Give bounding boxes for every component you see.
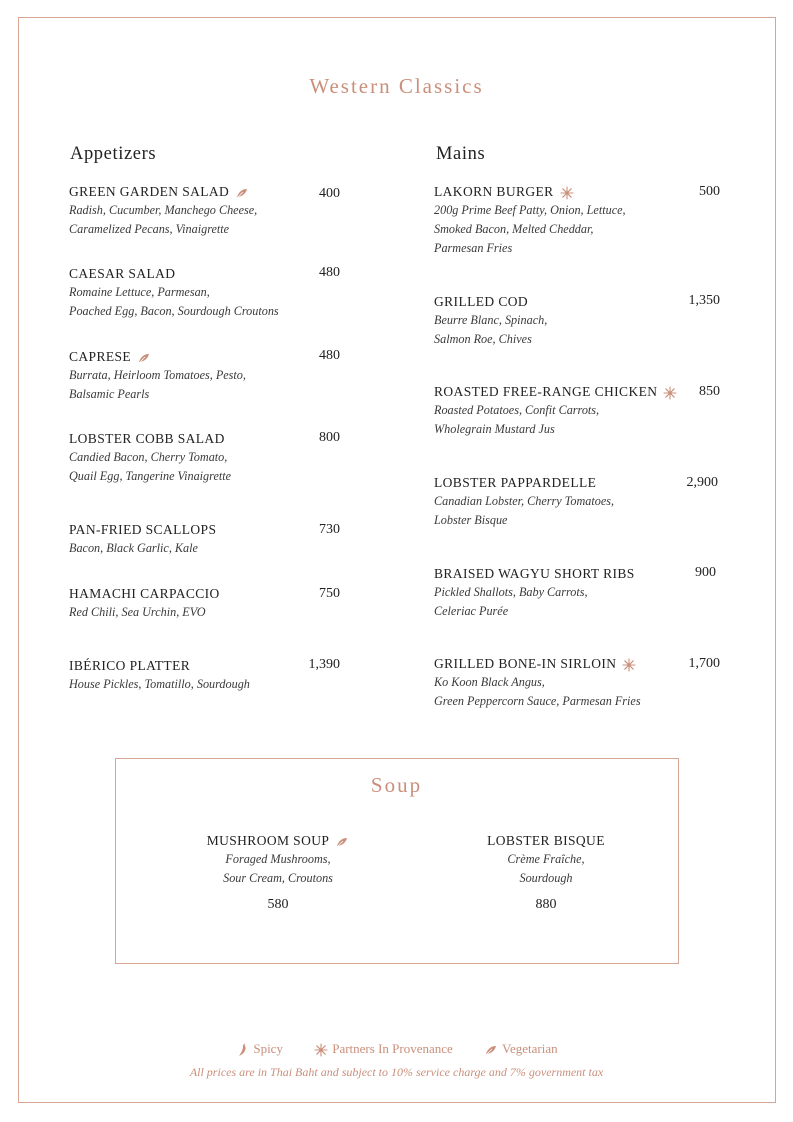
item-price: 400 [319,186,340,201]
item-desc-line-1: Ko Koon Black Angus, [434,675,545,689]
item-desc-line-1: Crème Fraîche, [507,852,585,866]
menu-item-lobster-cobb-salad [69,429,231,486]
item-desc-line-1: Romaine Lettuce, Parmesan, [69,285,210,299]
legend [0,1041,793,1057]
menu-item-roasted-free-range-chicken [434,382,677,439]
legend-spicy-label: Spicy [253,1041,283,1056]
item-desc-line-2: Celeriac Purée [434,604,509,618]
item-price: 2,900 [686,475,718,490]
vegetarian-icon [335,835,349,849]
item-price: 500 [699,184,720,199]
item-price: 750 [319,586,340,601]
item-name: HAMACHI CARPACCIO [69,586,220,601]
item-desc-line-2: Quail Egg, Tangerine Vinaigrette [69,469,232,483]
provenance-icon [314,1043,328,1057]
item-name: BRAISED WAGYU SHORT RIBS [434,566,635,581]
soup-heading: Soup [370,773,423,797]
item-name: LOBSTER COBB SALAD [69,431,225,446]
menu-title: Western Classics [309,74,484,98]
item-desc-line-1: Red Chili, Sea Urchin, EVO [69,605,206,619]
item-name: GRILLED COD [434,294,529,309]
soup-item-mushroom-soup [158,831,398,913]
item-desc-line-1: Radish, Cucumber, Manchego Cheese, [69,203,258,217]
menu-item-braised-wagyu-short-ribs [434,564,635,621]
item-name: GREEN GARDEN SALAD [69,184,230,199]
item-name: CAPRESE [69,349,132,364]
item-price: 1,390 [308,657,340,672]
item-name: GRILLED BONE-IN SIRLOIN [434,656,617,671]
item-desc-line-2: Caramelized Pecans, Vinaigrette [69,222,230,236]
item-price: 800 [319,430,340,445]
legend-provenance-label: Partners In Provenance [332,1041,453,1056]
menu-item-lakorn-burger [434,182,626,258]
item-price: 480 [319,348,340,363]
item-desc-line-3: Parmesan Fries [434,241,513,255]
menu-item-grilled-cod [434,292,547,349]
item-name: LOBSTER PAPPARDELLE [434,475,597,490]
item-name: IBÉRICO PLATTER [69,658,191,673]
item-desc-line-1: Pickled Shallots, Baby Carrots, [434,585,588,599]
legend-vegetarian [484,1041,558,1057]
item-desc-line-1: Burrata, Heirloom Tomatoes, Pesto, [69,368,246,382]
menu-item-hamachi-carpaccio [69,584,220,622]
vegetarian-icon [137,351,151,365]
item-desc-line-1: Bacon, Black Garlic, Kale [69,541,198,555]
item-desc-line-1: Canadian Lobster, Cherry Tomatoes, [434,494,615,508]
menu-item-caesar-salad [69,264,279,321]
item-name: LOBSTER BISQUE [487,833,605,848]
item-name: LAKORN BURGER [434,184,554,199]
item-price: 1,350 [688,293,720,308]
item-price: 730 [319,522,340,537]
item-desc-line-2: Poached Egg, Bacon, Sourdough Croutons [69,304,279,318]
item-price: 900 [695,565,716,580]
vegetarian-icon [235,186,249,200]
menu-item-pan-fried-scallops [69,520,216,558]
item-price: 1,700 [688,656,720,671]
chili-icon [235,1043,249,1057]
item-desc-line-1: Roasted Potatoes, Confit Carrots, [434,403,600,417]
appetizers-heading: Appetizers [70,144,157,164]
soup-item-lobster-bisque [426,831,666,913]
item-name: MUSHROOM SOUP [206,833,330,848]
item-desc-line-1: Beurre Blanc, Spinach, [434,313,548,327]
item-desc-line-2: Sourdough [519,871,573,885]
item-price: 580 [267,897,289,912]
item-desc-line-1: Candied Bacon, Cherry Tomato, [69,450,228,464]
item-desc-line-1: 200g Prime Beef Patty, Onion, Lettuce, [434,203,626,217]
provenance-icon [622,658,636,672]
menu-item-lobster-pappardelle [434,473,614,530]
menu-item-caprese [69,347,246,404]
menu-item-iberico-platter [69,656,250,694]
item-desc-line-2: Balsamic Pearls [69,387,150,401]
legend-spicy [235,1041,283,1057]
item-desc-line-2: Green Peppercorn Sauce, Parmesan Fries [434,694,641,708]
menu-item-grilled-bone-in-sirloin [434,654,641,711]
menu-item-green-garden-salad [69,182,257,239]
footer-note: All prices are in Thai Baht and subject to 10% service charge and 7% government tax [189,1065,604,1079]
provenance-icon [560,186,574,200]
item-desc-line-2: Sour Cream, Croutons [223,871,333,885]
item-price: 850 [699,384,720,399]
item-price: 880 [535,897,557,912]
legend-vegetarian-label: Vegetarian [502,1041,558,1056]
vegetarian-icon [484,1043,498,1057]
item-name: ROASTED FREE-RANGE CHICKEN [434,384,658,399]
legend-provenance [314,1041,453,1057]
item-desc-line-1: House Pickles, Tomatillo, Sourdough [69,677,250,691]
item-name: PAN-FRIED SCALLOPS [69,522,217,537]
item-desc-line-2: Smoked Bacon, Melted Cheddar, [434,222,594,236]
item-price: 480 [319,265,340,280]
item-desc-line-2: Wholegrain Mustard Jus [434,422,555,436]
item-desc-line-2: Lobster Bisque [434,513,508,527]
mains-heading: Mains [436,144,486,164]
item-name: CAESAR SALAD [69,266,176,281]
item-desc-line-2: Salmon Roe, Chives [434,332,532,346]
item-desc-line-1: Foraged Mushrooms, [225,852,331,866]
